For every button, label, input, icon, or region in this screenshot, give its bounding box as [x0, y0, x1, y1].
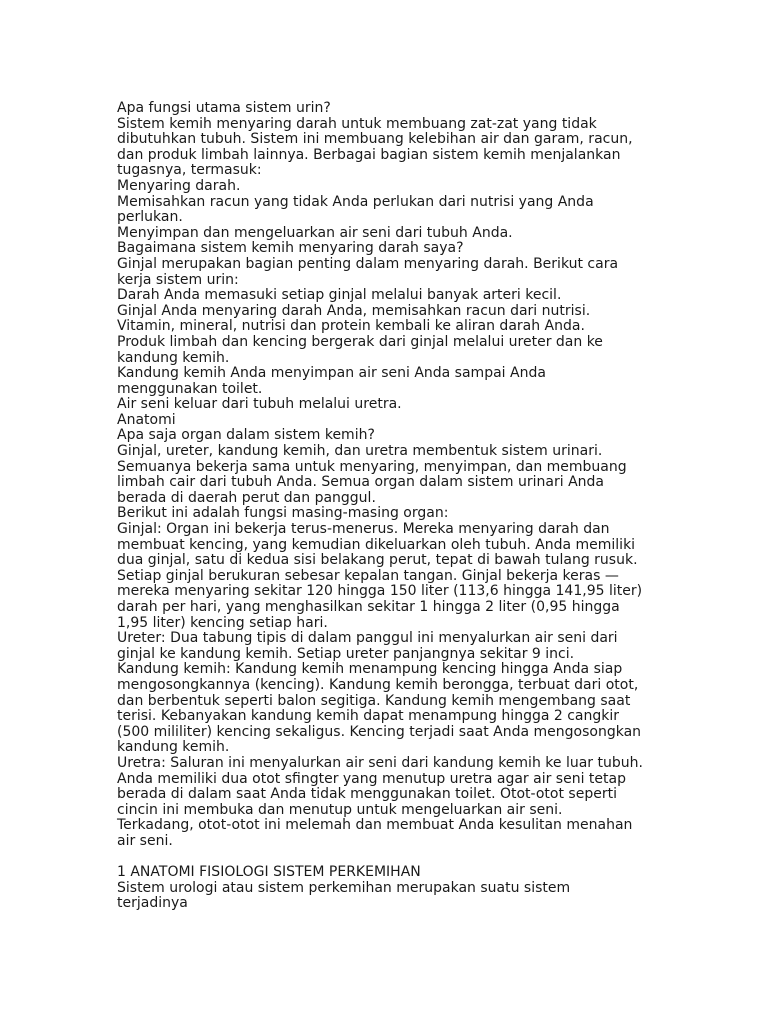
text-line: kandung kemih.	[117, 349, 230, 366]
text-line: terjadinya	[117, 895, 188, 912]
text-line: membuat kencing, yang kemudian dikeluarkan oleh tubuh. Anda memiliki	[117, 536, 636, 553]
text-line: dan produk limbah lainnya. Berbagai bagian sistem kemih menjalankan	[117, 146, 621, 163]
text-line: kandung kemih.	[117, 739, 230, 756]
text-line: Sistem kemih menyaring darah untuk membuang zat-zat yang tidak	[117, 115, 597, 132]
text-line: cincin ini membuka dan menutup untuk mengeluarkan air seni.	[117, 801, 563, 818]
text-line: Menyimpan dan mengeluarkan air seni dari tubuh Anda.	[117, 224, 513, 241]
text-line: Uretra: Saluran ini menyalurkan air seni dari kandung kemih ke luar tubuh.	[117, 754, 643, 771]
text-line: Darah Anda memasuki setiap ginjal melalui banyak arteri kecil.	[117, 287, 562, 304]
text-line: darah per hari, yang menghasilkan sekitar 1 hingga 2 liter (0,95 hingga	[117, 599, 620, 615]
text-line: ginjal ke kandung kemih. Setiap ureter panjangnya sekitar 9 inci.	[117, 645, 575, 662]
text-line: terisi. Kebanyakan kandung kemih dapat menampung hingga 2 cangkir	[117, 708, 620, 725]
document-page	[117, 101, 657, 912]
text-line: Kandung kemih Anda menyimpan air seni Anda sampai Anda	[117, 365, 546, 382]
text-line: Ginjal merupakan bagian penting dalam menyaring darah. Berikut cara	[117, 255, 619, 272]
text-line: Anatomi	[117, 411, 176, 428]
text-line: Berikut ini adalah fungsi masing-masing organ:	[117, 505, 449, 522]
text-line: air seni.	[117, 832, 173, 849]
text-line: Sistem urologi atau sistem perkemihan merupakan suatu sistem	[117, 879, 571, 896]
text-line: Ureter: Dua tabung tipis di dalam panggul ini menyalurkan air seni dari	[117, 630, 618, 647]
text-line: limbah cair dari tubuh Anda. Semua organ dalam sistem urinari Anda	[117, 474, 604, 491]
text-line: mengosongkannya (kencing). Kandung kemih berongga, terbuat dari otot,	[117, 676, 639, 693]
text-line: Anda memiliki dua otot sfingter yang menutup uretra agar air seni tetap	[117, 770, 626, 787]
text-line: kerja sistem urin:	[117, 271, 239, 288]
text-line: Produk limbah dan kencing bergerak dari ginjal melalui ureter dan ke	[117, 333, 603, 350]
text-line: (500 mililiter) kencing sekaligus. Kencing terjadi saat Anda mengosongkan	[117, 723, 642, 740]
text-line: 1,95 liter) kencing setiap hari.	[117, 614, 328, 631]
text-line: Bagaimana sistem kemih menyaring darah saya?	[117, 240, 464, 257]
section-heading: 1 ANATOMI FISIOLOGI SISTEM PERKEMIHAN	[117, 864, 421, 881]
text-line: dibutuhkan tubuh. Sistem ini membuang kelebihan air dan garam, racun,	[117, 131, 633, 148]
text-line: perlukan.	[117, 209, 183, 226]
text-line: Ginjal, ureter, kandung kemih, dan uretra membentuk sistem urinari.	[117, 443, 603, 460]
text-line: tugasnya, termasuk:	[117, 162, 262, 179]
text-line: berada di daerah perut dan panggul.	[117, 489, 376, 506]
text-line: Apa saja organ dalam sistem kemih?	[117, 427, 375, 444]
text-line: dan berbentuk seperti balon segitiga. Kandung kemih mengembang saat	[117, 692, 631, 709]
text-line: Menyaring darah.	[117, 177, 241, 194]
text-line: Memisahkan racun yang tidak Anda perlukan dari nutrisi yang Anda	[117, 193, 594, 210]
text-line: Ginjal Anda menyaring darah Anda, memisahkan racun dari nutrisi.	[117, 302, 591, 319]
text-line: menggunakan toilet.	[117, 380, 263, 397]
text-line: Apa fungsi utama sistem urin?	[117, 100, 331, 116]
text-line: Semuanya bekerja sama untuk menyaring, menyimpan, dan membuang	[117, 458, 627, 475]
text-line: berada di dalam saat Anda tidak menggunakan toilet. Otot-otot seperti	[117, 786, 617, 803]
text-line: mereka menyaring sekitar 120 hingga 150 liter (113,6 hingga 141,95 liter)	[117, 583, 643, 600]
document-body	[117, 101, 657, 850]
text-line: Setiap ginjal berukuran sebesar kepalan tangan. Ginjal bekerja keras —	[117, 567, 619, 584]
text-line: Ginjal: Organ ini bekerja terus-menerus. Mereka menyaring darah dan	[117, 521, 610, 538]
text-line: Kandung kemih: Kandung kemih menampung kencing hingga Anda siap	[117, 661, 623, 678]
text-line: Vitamin, mineral, nutrisi dan protein kembali ke aliran darah Anda.	[117, 318, 585, 335]
text-line: Terkadang, otot-otot ini melemah dan membuat Anda kesulitan menahan	[117, 817, 633, 834]
text-line: dua ginjal, satu di kedua sisi belakang perut, tepat di bawah tulang rusuk.	[117, 552, 638, 569]
text-line: Air seni keluar dari tubuh melalui uretra.	[117, 396, 402, 413]
section-body	[117, 881, 657, 912]
blank-line	[117, 850, 657, 866]
